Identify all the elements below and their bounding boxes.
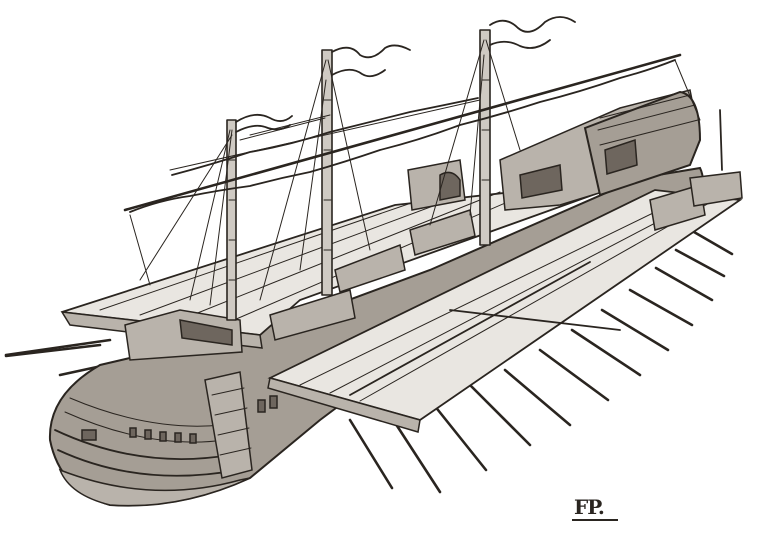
pennants [236, 17, 575, 132]
bowsprit [6, 345, 100, 356]
signature-underline [572, 519, 618, 521]
artist-signature: FP. [574, 495, 604, 519]
